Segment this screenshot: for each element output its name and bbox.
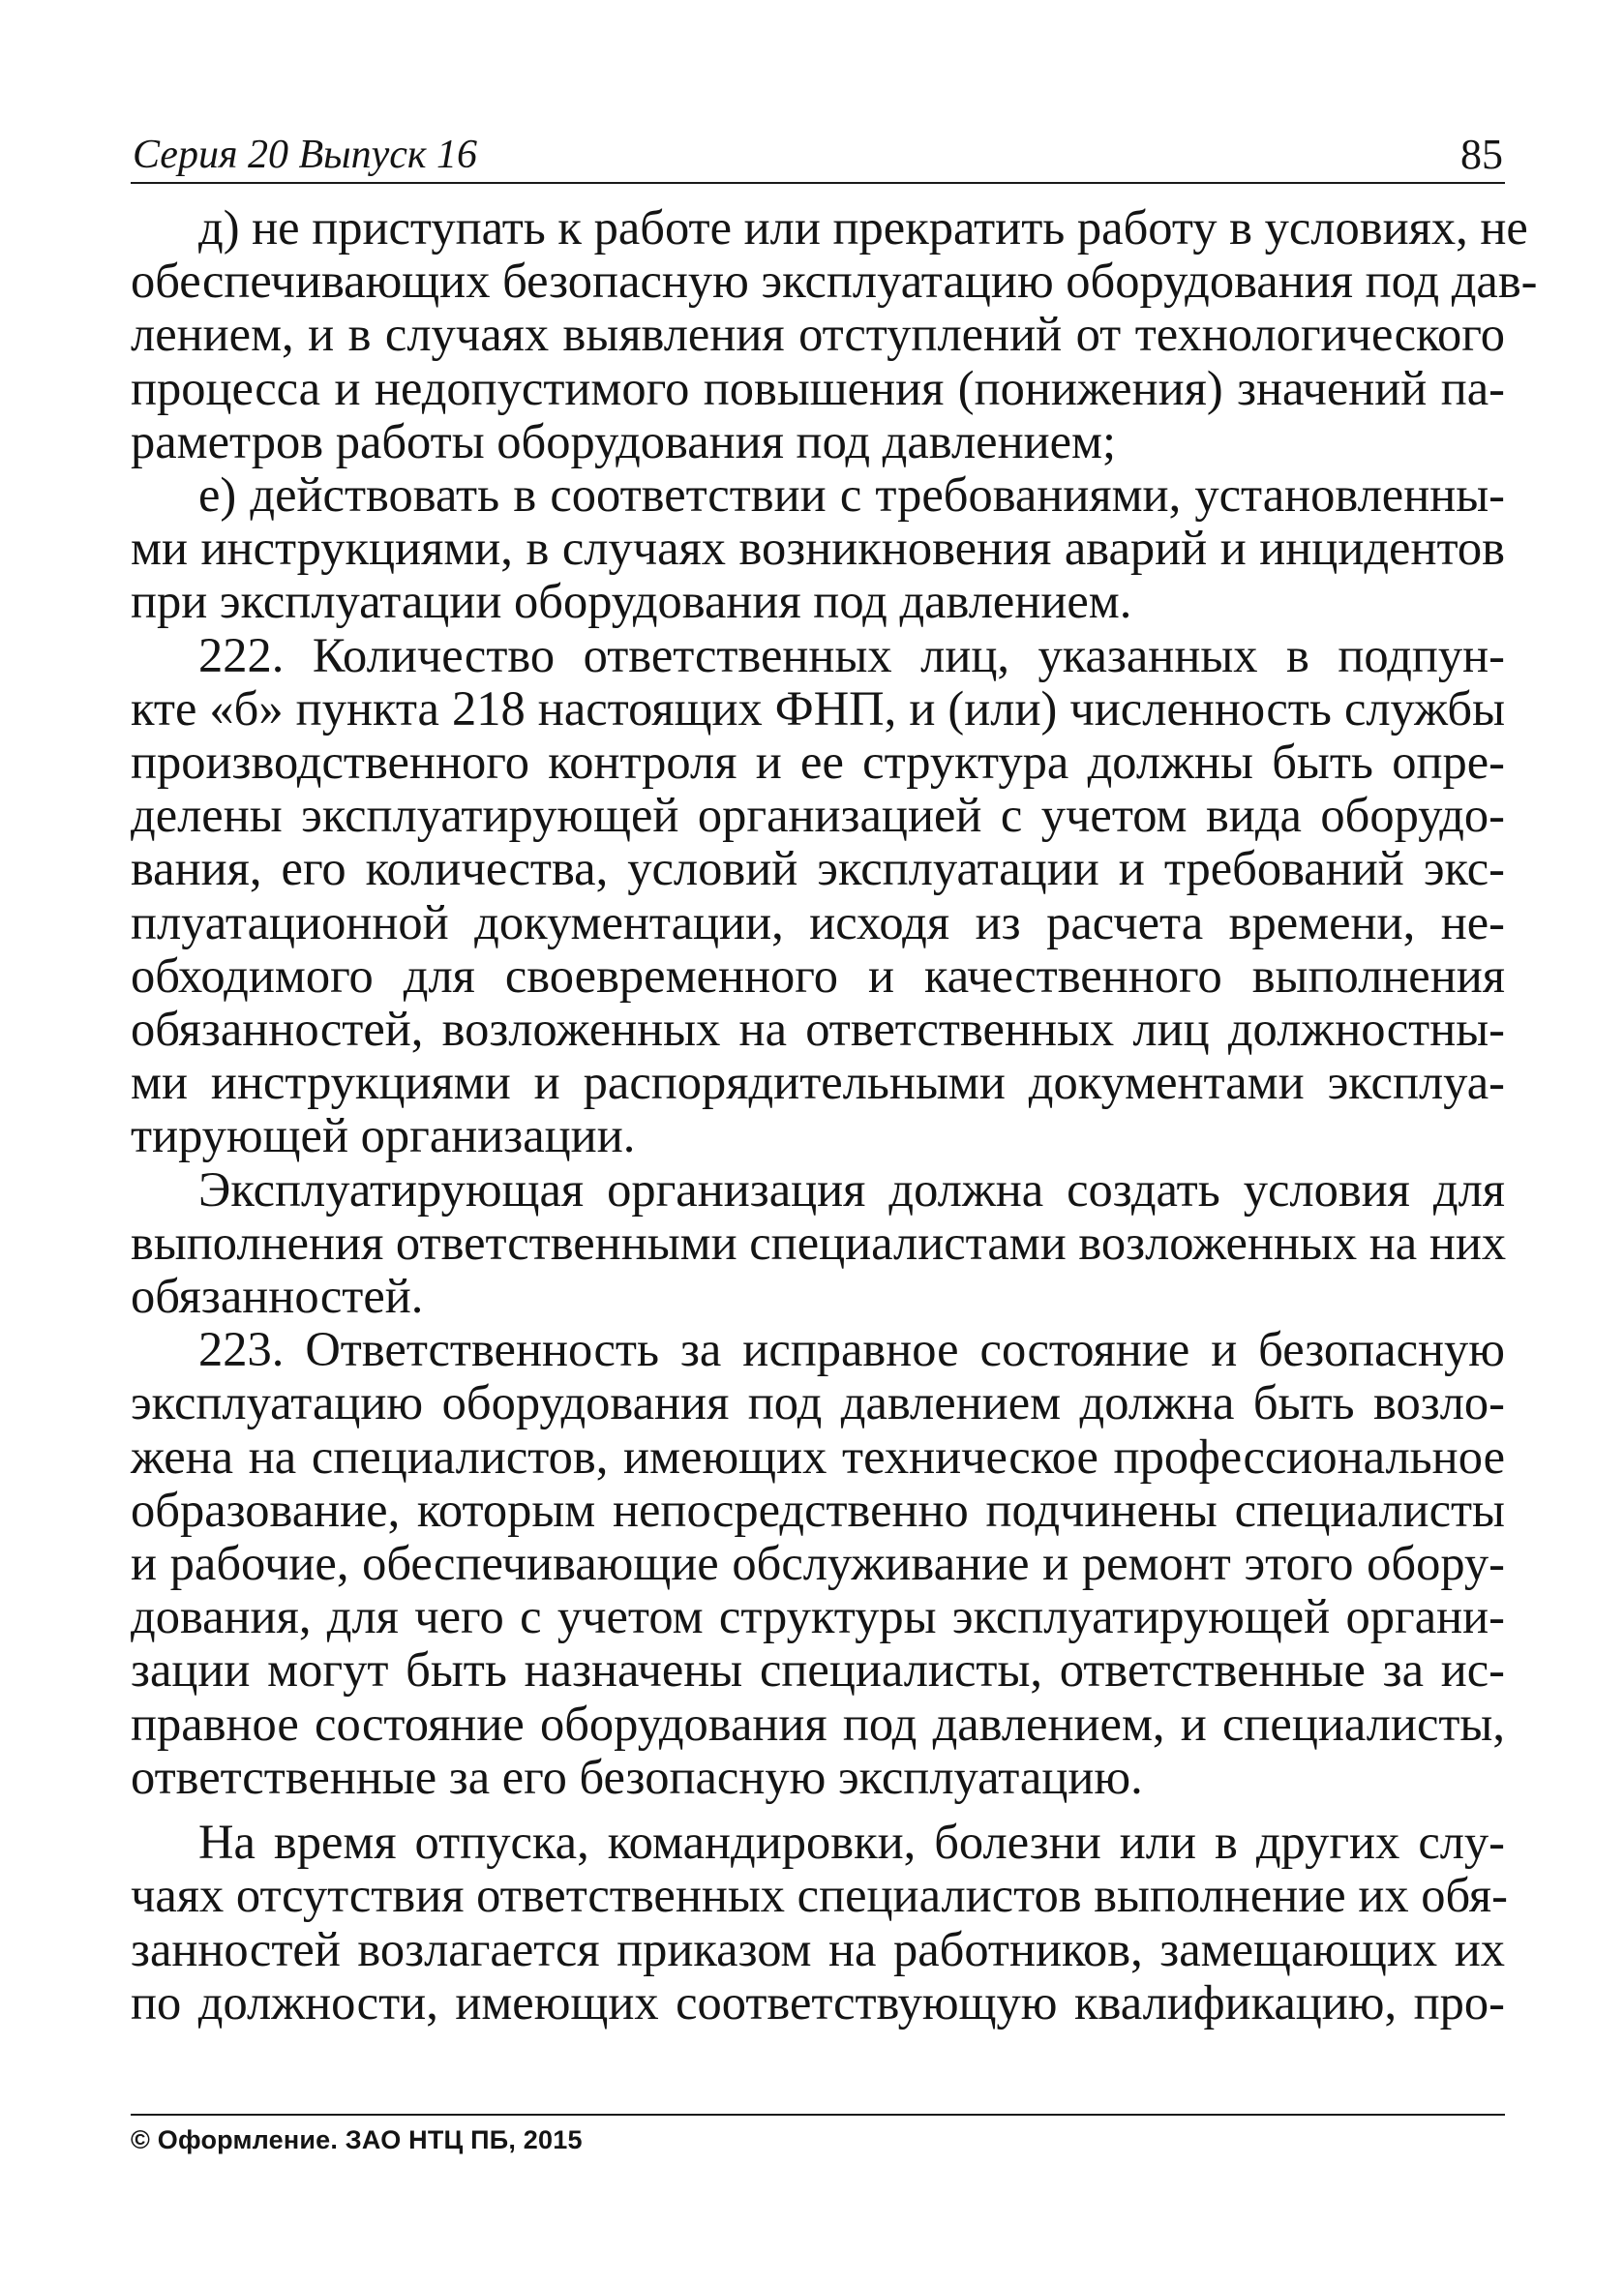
- text-line: и рабочие, обеспечивающие обслуживание и ремонт этого обору-: [131, 1536, 1505, 1591]
- text-line: На время отпуска, командировки, болезни или в других слу-: [198, 1815, 1505, 1870]
- page-footer: [131, 2114, 1505, 2156]
- page-number: 85: [1460, 131, 1503, 178]
- text-line: выполнения ответственными специалистами возложенных на них: [131, 1215, 1507, 1270]
- text-line: вания, его количества, условий эксплуатации и требований экс-: [131, 841, 1505, 896]
- paragraph-222: [131, 629, 1505, 1163]
- text-line: по должности, имеющих соответствующую квалификацию, про-: [131, 1974, 1505, 2030]
- text-line: е) действовать в соответствии с требованиями, установленны-: [198, 467, 1505, 523]
- text-line: делены эксплуатирующей организацией с учетом вида оборудо-: [131, 788, 1505, 843]
- copyright-notice: © Оформление. ЗАО НТЦ ПБ, 2015: [131, 2125, 583, 2154]
- text-line: ответственные за его безопасную эксплуатацию.: [131, 1749, 1143, 1804]
- text-line: 223. Ответственность за исправное состояние и безопасную: [198, 1322, 1505, 1377]
- text-line: ми инструкциями и распорядительными документами эксплуа-: [131, 1055, 1505, 1110]
- text-line: процесса и недопустимого повышения (понижения) значений па-: [131, 360, 1505, 415]
- text-line: тирующей организации.: [131, 1108, 636, 1163]
- text-line: лением, и в случаях выявления отступлений от технологического: [131, 307, 1505, 362]
- text-line: зации могут быть назначены специалисты, ответственные за ис-: [131, 1642, 1505, 1698]
- text-line: плуатационной документации, исходя из расчета времени, не-: [131, 894, 1505, 949]
- paragraph-223: [131, 1323, 1505, 1804]
- text-line: кте «б» пункта 218 настоящих ФНП, и (или) численность службы: [131, 680, 1505, 736]
- text-line: дования, для чего с учетом структуры эксплуатирующей органи-: [131, 1589, 1505, 1644]
- text-line: чаях отсутствия ответственных специалистов выполнение их обя-: [131, 1868, 1508, 1923]
- body-text: [131, 200, 1538, 2030]
- page-header: [131, 128, 1505, 184]
- paragraph-item-d: [131, 200, 1538, 468]
- text-line: обходимого для своевременного и качественного выполнения: [131, 947, 1505, 1003]
- text-line: эксплуатацию оборудования под давлением должна быть возло-: [131, 1375, 1505, 1430]
- text-line: при эксплуатации оборудования под давлением.: [131, 574, 1132, 629]
- text-line: производственного контроля и ее структура должны быть опре-: [131, 735, 1505, 790]
- text-line: жена на специалистов, имеющих техническое профессиональное: [131, 1429, 1505, 1484]
- text-line: правное состояние оборудования под давлением, и специалисты,: [131, 1696, 1505, 1751]
- paragraph-absence: [131, 1815, 1508, 2030]
- text-line: Эксплуатирующая организация должна создать условия для: [198, 1161, 1505, 1217]
- paragraph-conditions: [131, 1163, 1505, 1324]
- text-line: занностей возлагается приказом на работников, замещающих их: [131, 1921, 1505, 1976]
- text-line: обязанностей.: [131, 1269, 424, 1324]
- text-line: обязанностей, возложенных на ответственных лиц должностны-: [131, 1002, 1505, 1057]
- text-line: 222. Количество ответственных лиц, указанных в подпун-: [198, 627, 1505, 682]
- text-line: обеспечивающих безопасную эксплуатацию оборудования под дав-: [131, 254, 1538, 309]
- text-line: раметров работы оборудования под давлением;: [131, 413, 1117, 468]
- paragraph-item-e: [131, 468, 1505, 629]
- text-line: ми инструкциями, в случаях возникновения аварий и инцидентов: [131, 521, 1505, 576]
- running-title: Серия 20 Выпуск 16: [133, 133, 477, 177]
- text-line: образование, которым непосредственно подчинены специалисты: [131, 1482, 1505, 1537]
- text-line: д) не приступать к работе или прекратить работу в условиях, не: [198, 200, 1528, 255]
